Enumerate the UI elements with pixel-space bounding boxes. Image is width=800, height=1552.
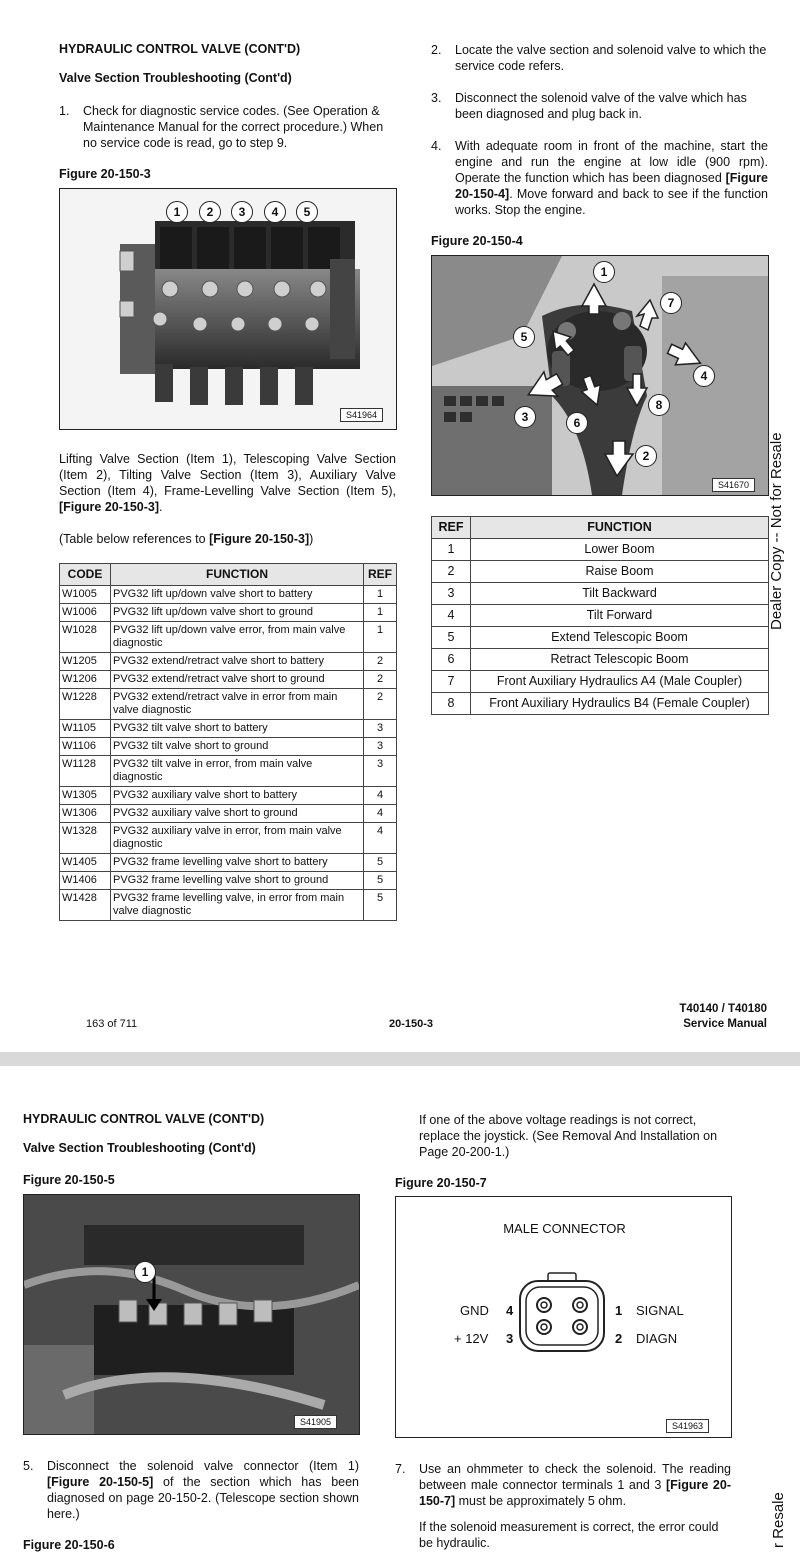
figure-20-150-3 xyxy=(59,188,397,430)
diagn-label: DIAGN xyxy=(636,1331,678,1346)
pin-2-label: 2 xyxy=(615,1331,623,1346)
function-table xyxy=(431,516,769,715)
pin-1-label: 1 xyxy=(615,1303,623,1318)
ref-cell: 3 xyxy=(432,583,471,605)
table-note-text: (Table below references to xyxy=(59,532,210,546)
figure-20-150-5 xyxy=(23,1194,360,1435)
ref-cell: 2 xyxy=(432,561,471,583)
step-3-number: 3. xyxy=(431,91,442,105)
callout-6: 6 xyxy=(566,412,588,434)
code-cell: W1406 xyxy=(60,872,111,890)
callout-2: 2 xyxy=(199,201,221,223)
col-ref: REF xyxy=(364,564,397,586)
function-cell: Front Auxiliary Hydraulics A4 (Male Coupler) xyxy=(471,671,769,693)
hydraulic-valve-block-image xyxy=(60,189,396,429)
step-2-number: 2. xyxy=(431,43,442,57)
code-cell: W1228 xyxy=(60,689,111,720)
ref-cell: 1 xyxy=(364,622,397,653)
code-cell: W1006 xyxy=(60,604,111,622)
function-cell: PVG32 tilt valve short to ground xyxy=(111,738,364,756)
watermark: Dealer Copy -- Not for Resale xyxy=(768,432,785,630)
step-4-ref: [Figure 20-150-4] xyxy=(455,171,768,201)
step-7-text-a: Use an ohmmeter to check the solenoid. The reading between male connector terminals 1 and 3 xyxy=(419,1462,731,1492)
table-row xyxy=(432,627,769,649)
step-5-text-a: Disconnect the solenoid valve connector (Item 1) xyxy=(47,1459,359,1473)
step-5-text xyxy=(47,1458,359,1522)
footer-page-count: 163 of 711 xyxy=(86,1018,138,1030)
figure-tag: S41905 xyxy=(294,1415,337,1429)
function-cell: PVG32 auxiliary valve short to ground xyxy=(111,805,364,823)
ref-cell: 5 xyxy=(432,627,471,649)
figure-tag: S41670 xyxy=(712,478,755,492)
section-heading: HYDRAULIC CONTROL VALVE (CONT'D) xyxy=(23,1112,265,1126)
table-row xyxy=(432,605,769,627)
callout-5: 5 xyxy=(513,326,535,348)
ref-cell: 6 xyxy=(432,649,471,671)
step-4-text xyxy=(455,138,768,218)
section-subheading: Valve Section Troubleshooting (Cont'd) xyxy=(59,71,292,85)
ref-cell: 5 xyxy=(364,890,397,921)
code-cell: W1205 xyxy=(60,653,111,671)
table-row xyxy=(60,787,397,805)
function-cell: Raise Boom xyxy=(471,561,769,583)
solenoid-connector-image xyxy=(24,1195,359,1434)
ref-cell: 3 xyxy=(364,738,397,756)
code-cell: W1206 xyxy=(60,671,111,689)
callout-4: 4 xyxy=(693,365,715,387)
table-row xyxy=(60,805,397,823)
table-row xyxy=(432,539,769,561)
12v-label: + 12V xyxy=(454,1331,489,1346)
table-row xyxy=(60,738,397,756)
gnd-label: GND xyxy=(460,1303,489,1318)
step-7-number: 7. xyxy=(395,1462,406,1476)
figure-20-150-3-caption: Figure 20-150-3 xyxy=(59,167,151,181)
step-5-ref: [Figure 20-150-5] xyxy=(47,1475,154,1489)
step-7-ref: [Figure 20-150-7] xyxy=(419,1478,731,1508)
table-row xyxy=(60,671,397,689)
callout-8: 8 xyxy=(648,394,670,416)
callout-7: 7 xyxy=(660,292,682,314)
ref-cell: 1 xyxy=(364,604,397,622)
code-cell: W1105 xyxy=(60,720,111,738)
step-2-text: Locate the valve section and solenoid valve to which the service code refers. xyxy=(455,43,767,73)
ref-cell: 4 xyxy=(364,787,397,805)
ref-cell: 4 xyxy=(364,805,397,823)
callout-4: 4 xyxy=(264,201,286,223)
table-note-close: ) xyxy=(309,532,314,546)
service-codes-body xyxy=(60,586,397,921)
function-cell: Extend Telescopic Boom xyxy=(471,627,769,649)
col-ref: REF xyxy=(432,517,471,539)
code-cell: W1328 xyxy=(60,823,111,854)
watermark: r Resale xyxy=(770,1492,787,1548)
section-heading: HYDRAULIC CONTROL VALVE (CONT'D) xyxy=(59,42,301,56)
step-5-number: 5. xyxy=(23,1459,34,1473)
function-cell: Tilt Forward xyxy=(471,605,769,627)
footer-manual: Service Manual xyxy=(683,1018,767,1030)
footer-section-number: 20-150-3 xyxy=(389,1018,434,1030)
ref-cell: 7 xyxy=(432,671,471,693)
figure-tag: S41963 xyxy=(666,1419,709,1433)
table-row xyxy=(60,872,397,890)
function-cell: Tilt Backward xyxy=(471,583,769,605)
step-1-text: Check for diagnostic service codes. (See Operation & Maintenance Manual for the correct procedure.) When no service code is read, go to step 9. xyxy=(83,104,384,150)
step-7-note: If the solenoid measurement is correct, the error could be hydraulic. xyxy=(419,1520,719,1550)
function-cell: PVG32 tilt valve in error, from main valve diagnostic xyxy=(111,756,364,787)
table-row xyxy=(60,653,397,671)
signal-label: SIGNAL xyxy=(636,1303,684,1318)
joystick-image xyxy=(432,256,768,495)
function-cell: PVG32 lift up/down valve short to battery xyxy=(111,586,364,604)
callout-3: 3 xyxy=(231,201,253,223)
ref-cell: 1 xyxy=(432,539,471,561)
code-cell: W1106 xyxy=(60,738,111,756)
item-list-text: Lifting Valve Section (Item 1), Telescoping Valve Section (Item 2), Tilting Valve Section (Item 3), Auxiliary Valve Section (Item 4), Frame-Levelling Valve Section (Item 5), xyxy=(59,452,396,498)
figure-20-150-6-caption: Figure 20-150-6 xyxy=(23,1538,115,1552)
table-row xyxy=(60,586,397,604)
callout-1: 1 xyxy=(166,201,188,223)
code-cell: W1005 xyxy=(60,586,111,604)
ref-cell: 3 xyxy=(364,720,397,738)
figure-reference: [Figure 20-150-3] xyxy=(59,500,160,514)
table-row xyxy=(432,671,769,693)
function-cell: Lower Boom xyxy=(471,539,769,561)
code-cell: W1028 xyxy=(60,622,111,653)
figure-20-150-7-caption: Figure 20-150-7 xyxy=(395,1176,487,1190)
step-1-number: 1. xyxy=(59,104,70,118)
connector-drawing xyxy=(514,1271,610,1359)
function-cell: PVG32 frame levelling valve short to battery xyxy=(111,854,364,872)
table-note-ref: [Figure 20-150-3] xyxy=(209,532,310,546)
code-cell: W1305 xyxy=(60,787,111,805)
callout-1: 1 xyxy=(134,1261,156,1283)
function-cell: PVG32 tilt valve short to battery xyxy=(111,720,364,738)
step-5-text-b: of the section which has been diagnosed on page 20-150-2. (Telescope section shown here.) xyxy=(47,1475,360,1521)
step-7-text-b: must be approximately 5 ohm. xyxy=(455,1494,627,1508)
code-cell: W1306 xyxy=(60,805,111,823)
function-cell: PVG32 auxiliary valve short to battery xyxy=(111,787,364,805)
table-row xyxy=(60,854,397,872)
function-cell: PVG32 lift up/down valve short to ground xyxy=(111,604,364,622)
figure-tag: S41964 xyxy=(340,408,383,422)
code-cell: W1405 xyxy=(60,854,111,872)
ref-cell: 4 xyxy=(364,823,397,854)
callout-3: 3 xyxy=(514,406,536,428)
step-4-text-b: . Move forward and back to see if the function works. Stop the engine. xyxy=(455,187,768,217)
function-table-body xyxy=(432,539,769,715)
step-3-text: Disconnect the solenoid valve of the valve which has been diagnosed and plug back in. xyxy=(455,91,747,121)
function-cell: Retract Telescopic Boom xyxy=(471,649,769,671)
ref-cell: 1 xyxy=(364,586,397,604)
ref-cell: 5 xyxy=(364,854,397,872)
function-cell: PVG32 extend/retract valve short to battery xyxy=(111,653,364,671)
table-row xyxy=(432,649,769,671)
pin-3-label: 3 xyxy=(506,1331,514,1346)
function-cell: PVG32 frame levelling valve short to ground xyxy=(111,872,364,890)
table-row xyxy=(60,720,397,738)
footer-model: T40140 / T40180 xyxy=(679,1003,767,1015)
table-row xyxy=(432,583,769,605)
item-list-paragraph: Lifting Valve Section (Item 1), Telescoping Valve Section (Item 2), Tilting Valve Section (Item 3), Auxiliary Valve Section (Item 4), Frame-Levelling Valve Section (Item 5), [Figure 20-150-3]. xyxy=(59,452,396,514)
step-4-text-a: With adequate room in front of the machine, start the engine and run the engine at low idle (900 rpm). Operate the function which has been diagnosed xyxy=(455,139,768,185)
figure-20-150-5-caption: Figure 20-150-5 xyxy=(23,1173,115,1187)
function-cell: PVG32 extend/retract valve short to ground xyxy=(111,671,364,689)
col-code: CODE xyxy=(60,564,111,586)
step-7-text xyxy=(419,1461,731,1509)
function-cell: PVG32 frame levelling valve, in error from main valve diagnostic xyxy=(111,890,364,921)
ref-cell: 2 xyxy=(364,653,397,671)
code-cell: W1428 xyxy=(60,890,111,921)
function-cell: Front Auxiliary Hydraulics B4 (Female Coupler) xyxy=(471,693,769,715)
callout-5: 5 xyxy=(296,201,318,223)
section-subheading: Valve Section Troubleshooting (Cont'd) xyxy=(23,1141,256,1155)
table-note xyxy=(59,531,313,547)
table-row xyxy=(432,561,769,583)
table-row xyxy=(60,622,397,653)
ref-cell: 3 xyxy=(364,756,397,787)
ref-cell: 4 xyxy=(432,605,471,627)
callout-1: 1 xyxy=(593,261,615,283)
table-row xyxy=(60,823,397,854)
function-cell: PVG32 auxiliary valve in error, from main valve diagnostic xyxy=(111,823,364,854)
table-row xyxy=(60,689,397,720)
table-row xyxy=(60,890,397,921)
ref-cell: 2 xyxy=(364,689,397,720)
callout-2: 2 xyxy=(635,445,657,467)
ref-cell: 8 xyxy=(432,693,471,715)
figure-20-150-4-caption: Figure 20-150-4 xyxy=(431,234,523,248)
table-header-row xyxy=(60,564,397,586)
figure-20-150-7 xyxy=(395,1196,732,1438)
table-row xyxy=(60,756,397,787)
ref-cell: 5 xyxy=(364,872,397,890)
ref-cell: 2 xyxy=(364,671,397,689)
code-cell: W1128 xyxy=(60,756,111,787)
table-header-row xyxy=(432,517,769,539)
figure-20-150-4 xyxy=(431,255,769,496)
table-row xyxy=(60,604,397,622)
col-function: FUNCTION xyxy=(111,564,364,586)
service-codes-table xyxy=(59,563,397,921)
col-function: FUNCTION xyxy=(471,517,769,539)
page-separator xyxy=(0,1052,800,1066)
function-cell: PVG32 extend/retract valve in error from main valve diagnostic xyxy=(111,689,364,720)
connector-title: MALE CONNECTOR xyxy=(503,1221,626,1236)
table-row xyxy=(432,693,769,715)
function-cell: PVG32 lift up/down valve error, from main valve diagnostic xyxy=(111,622,364,653)
step-4-number: 4. xyxy=(431,139,442,153)
voltage-note: If one of the above voltage readings is not correct, replace the joystick. (See Removal And Installation on Page 20-200-1.) xyxy=(419,1113,718,1159)
pin-4-label: 4 xyxy=(506,1303,514,1318)
